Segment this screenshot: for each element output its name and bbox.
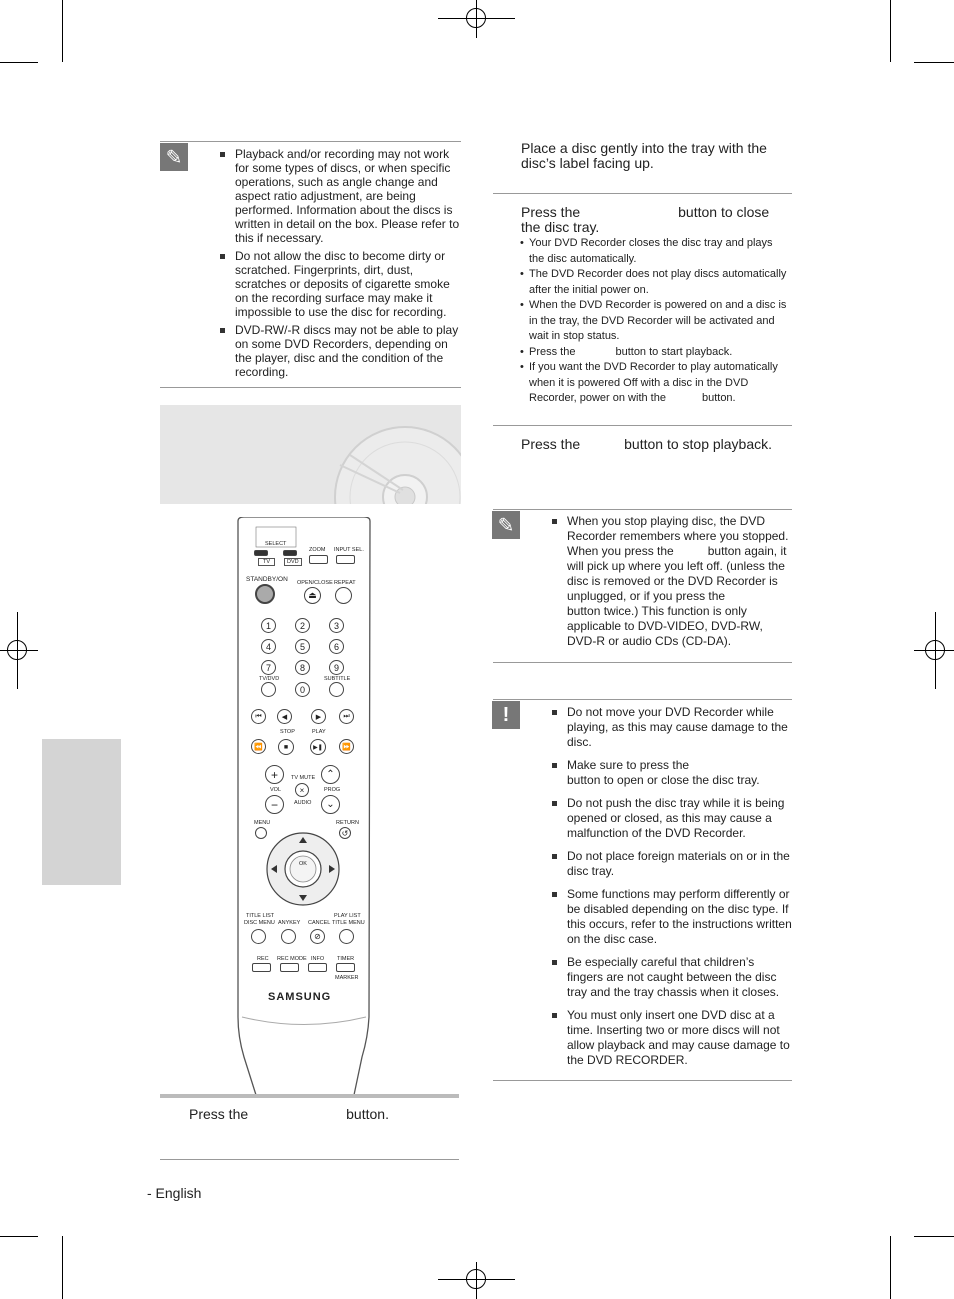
bullet-text: Press the [529,345,576,358]
tv-dvd-label: TV/DVD [259,676,280,682]
digit-button[interactable]: 9 [329,660,344,675]
step-1 [189,1107,449,1122]
crop-mark [62,1236,63,1299]
remote-control [234,517,374,1097]
step-1-after: button. [346,1106,389,1122]
digit-button[interactable]: 0 [295,682,310,697]
ok-label: OK [299,861,307,867]
pencil-icon: ✎ [160,143,188,171]
open-close-button[interactable]: ⏏ [304,587,321,604]
skip-back-button[interactable]: ⏮ [251,709,266,724]
mute-button[interactable]: × [295,783,309,797]
divider [493,193,792,194]
bullet-text: When the DVD Recorder is powered on and a disc is in the tray, the DVD Recorder will be activated and wait in stop status. [529,299,787,342]
zoom-button[interactable] [309,555,328,564]
step-3-before: Press the [521,204,581,220]
bullet-text: If you want the DVD Recorder to play automatically when it is powered Off with a disc in the DVD Recorder, power on with the [529,361,778,404]
bullet-item [520,236,790,267]
crop-mark [890,0,891,62]
caution-item: Do not push the disc tray while it is being opened or closed, as this may cause a malfunction of the DVD Recorder. [551,796,792,841]
prog-up-button[interactable]: ⌃ [321,765,340,784]
registration-mark [466,1269,486,1289]
bullet-item [520,298,790,345]
note-item [551,514,792,649]
menu-label: MENU [254,820,271,826]
right-note-list [551,514,792,649]
exclamation-icon: ! [492,701,520,729]
return-button[interactable]: ↺ [339,827,351,839]
tv-label: TV [258,558,275,566]
caution-item: Be especially careful that children’s fingers are not caught between the disc tray and the tray chassis when it closes. [551,955,792,1000]
crop-mark [0,1236,38,1237]
input-sel-label: INPUT SEL. [334,547,364,553]
rec-mode-button[interactable] [280,963,299,972]
registration-mark [466,8,486,28]
note-item: Do not allow the disc to become dirty or scratched. Fingerprints, dirt, dust, scratches or deposits of cigarette smoke on the recording surface may make it impossible to use the disc for recording. [219,249,462,319]
digit-button[interactable]: 2 [295,618,310,633]
crop-mark [914,62,954,63]
rewind-button[interactable]: ⏪ [251,739,266,754]
bullet-text: Your DVD Recorder closes the disc tray and plays the disc automatically. [529,237,773,265]
disc-graphic [160,405,461,504]
vol-up-button[interactable]: + [265,765,284,784]
divider [493,509,792,510]
divider [160,141,461,142]
step-1-before: Press the [189,1106,249,1122]
pencil-icon: ✎ [492,511,520,539]
crop-mark [0,62,38,63]
marker-label: MARKER [335,975,359,981]
step-3 [521,205,781,235]
input-sel-button[interactable] [336,555,355,564]
digit-button[interactable]: 5 [295,639,310,654]
select-label: SELECT [265,541,287,547]
play-label: PLAY [312,729,326,735]
caution-item: Some functions may perform differently or be disabled depending on the disc type. If this occurs, refer to the instructions written on the disc case. [551,887,792,947]
caution-item: You must only insert one DVD disc at a time. Inserting two or more discs will not allow playback and may cause damage to the DVD RECORDER. [551,1008,792,1068]
cancel-button[interactable]: ⊘ [310,929,325,944]
step-back-button[interactable]: ◀ [277,709,292,724]
step-forward-button[interactable]: ▶ [311,709,326,724]
subtitle-label: SUBTITLE [324,676,351,682]
note-text: When you stop playing disc, the DVD Recorder remembers where you stopped. When you press the [567,514,789,558]
rec-button[interactable] [252,963,271,972]
dvd-label: DVD [284,558,302,566]
remote-body [234,517,374,1097]
digit-button[interactable]: 7 [261,660,276,675]
rec-mode-label: REC MODE [277,956,307,962]
audio-label: AUDIO [294,800,312,806]
dvd-button[interactable] [283,550,297,556]
fast-forward-button[interactable]: ⏩ [339,739,354,754]
digit-button[interactable]: 4 [261,639,276,654]
tv-dvd-button[interactable] [261,682,276,697]
step-4-before: Press the [521,436,581,452]
title-list-button[interactable] [251,929,266,944]
tv-mute-label: TV MUTE [291,775,316,781]
step-3-bullets [520,236,790,407]
note-item: Playback and/or recording may not work for some types of discs, or when specific operations, such as angle change and aspect ratio adjustment, are being performed. Information about the discs is written in detail on the box. Please refer to this if necessary. [219,147,462,245]
registration-mark [7,640,27,660]
timer-label: TIMER [337,956,355,962]
standby-button[interactable] [255,584,275,604]
registration-mark [925,640,945,660]
title-list-label: TITLE LIST [246,913,275,919]
bullet-text: button to start playback. [615,345,733,358]
bullet-item [520,360,790,407]
rec-label: REC [257,956,269,962]
digit-button[interactable]: 3 [329,618,344,633]
standby-label: STANDBY/ON [246,576,288,583]
prog-down-button[interactable]: ⌄ [321,795,340,814]
vol-label: VOL [270,787,282,793]
info-button[interactable] [308,963,327,972]
step-4-after: button to stop playback. [624,436,773,452]
caution-item: Do not move your DVD Recorder while playing, as this may cause damage to the disc. [551,705,792,750]
navigation-pad[interactable] [265,831,341,907]
brand-logo: SAMSUNG [268,991,332,1003]
bullet-text: button. [701,392,736,404]
digit-button[interactable]: 1 [261,618,276,633]
zoom-label: ZOOM [309,547,326,553]
note-text: button again, it will pick up where you left off. (unless the disc is removed or the DVD Recorder is unplugged, or if you press the [567,544,787,603]
disc-menu-label: DISC MENU [244,920,275,926]
play-pause-button[interactable]: ▶❚ [310,739,326,755]
anykey-label: ANYKEY [278,920,301,926]
divider [493,662,792,663]
open-close-label: OPEN/CLOSE [297,580,333,586]
bullet-item [520,345,790,361]
crop-mark [62,0,63,62]
cancel-label: CANCEL [308,920,331,926]
info-label: INFO [311,956,325,962]
crop-mark [914,1236,954,1237]
caution-list [551,705,792,1068]
bullet-item [520,267,790,298]
step-4 [521,437,791,452]
vol-down-button[interactable]: − [265,795,284,814]
divider [493,1080,792,1081]
left-note-list [219,147,462,379]
digit-button[interactable]: 8 [295,660,310,675]
timer-button[interactable] [336,963,355,972]
section-banner [160,405,461,504]
repeat-label: REPEAT [334,580,356,586]
title-menu-label: TITLE MENU [332,920,365,926]
note-item: DVD-RW/-R discs may not be able to play on some DVD Recorders, depending on the player, disc and the condition of the recording. [219,323,462,379]
tv-button[interactable] [254,550,268,556]
return-label: RETURN [336,820,359,826]
play-list-label: PLAY LIST [334,913,361,919]
prog-label: PROG [324,787,341,793]
divider [493,699,792,700]
crop-mark [890,1236,891,1299]
stop-button[interactable]: ■ [278,739,294,755]
caution-item: Make sure to press the button to open or close the disc tray. [551,758,792,788]
subtitle-button[interactable] [329,682,344,697]
divider [160,1159,459,1160]
stop-label: STOP [280,729,295,735]
step-2: Place a disc gently into the tray with the disc’s label facing up. [521,140,767,171]
step-3-after: button to close the disc tray. [521,204,770,235]
play-list-button[interactable] [339,929,354,944]
section-rule [160,1094,459,1098]
anykey-button[interactable] [281,929,296,944]
caution-item: Do not place foreign materials on or in the disc tray. [551,849,792,879]
note-text: button twice.) This function is only applicable to DVD-VIDEO, DVD-RW, DVD-R or audio CDs (CD-DA). [567,604,763,648]
side-tab [42,739,121,885]
digit-button[interactable]: 6 [329,639,344,654]
skip-forward-button[interactable]: ⏭ [339,709,354,724]
repeat-button[interactable] [335,587,352,604]
divider [160,387,461,388]
footer-language: - English [147,1185,202,1201]
divider [493,425,792,426]
bullet-text: The DVD Recorder does not play discs automatically after the initial power on. [529,268,787,296]
